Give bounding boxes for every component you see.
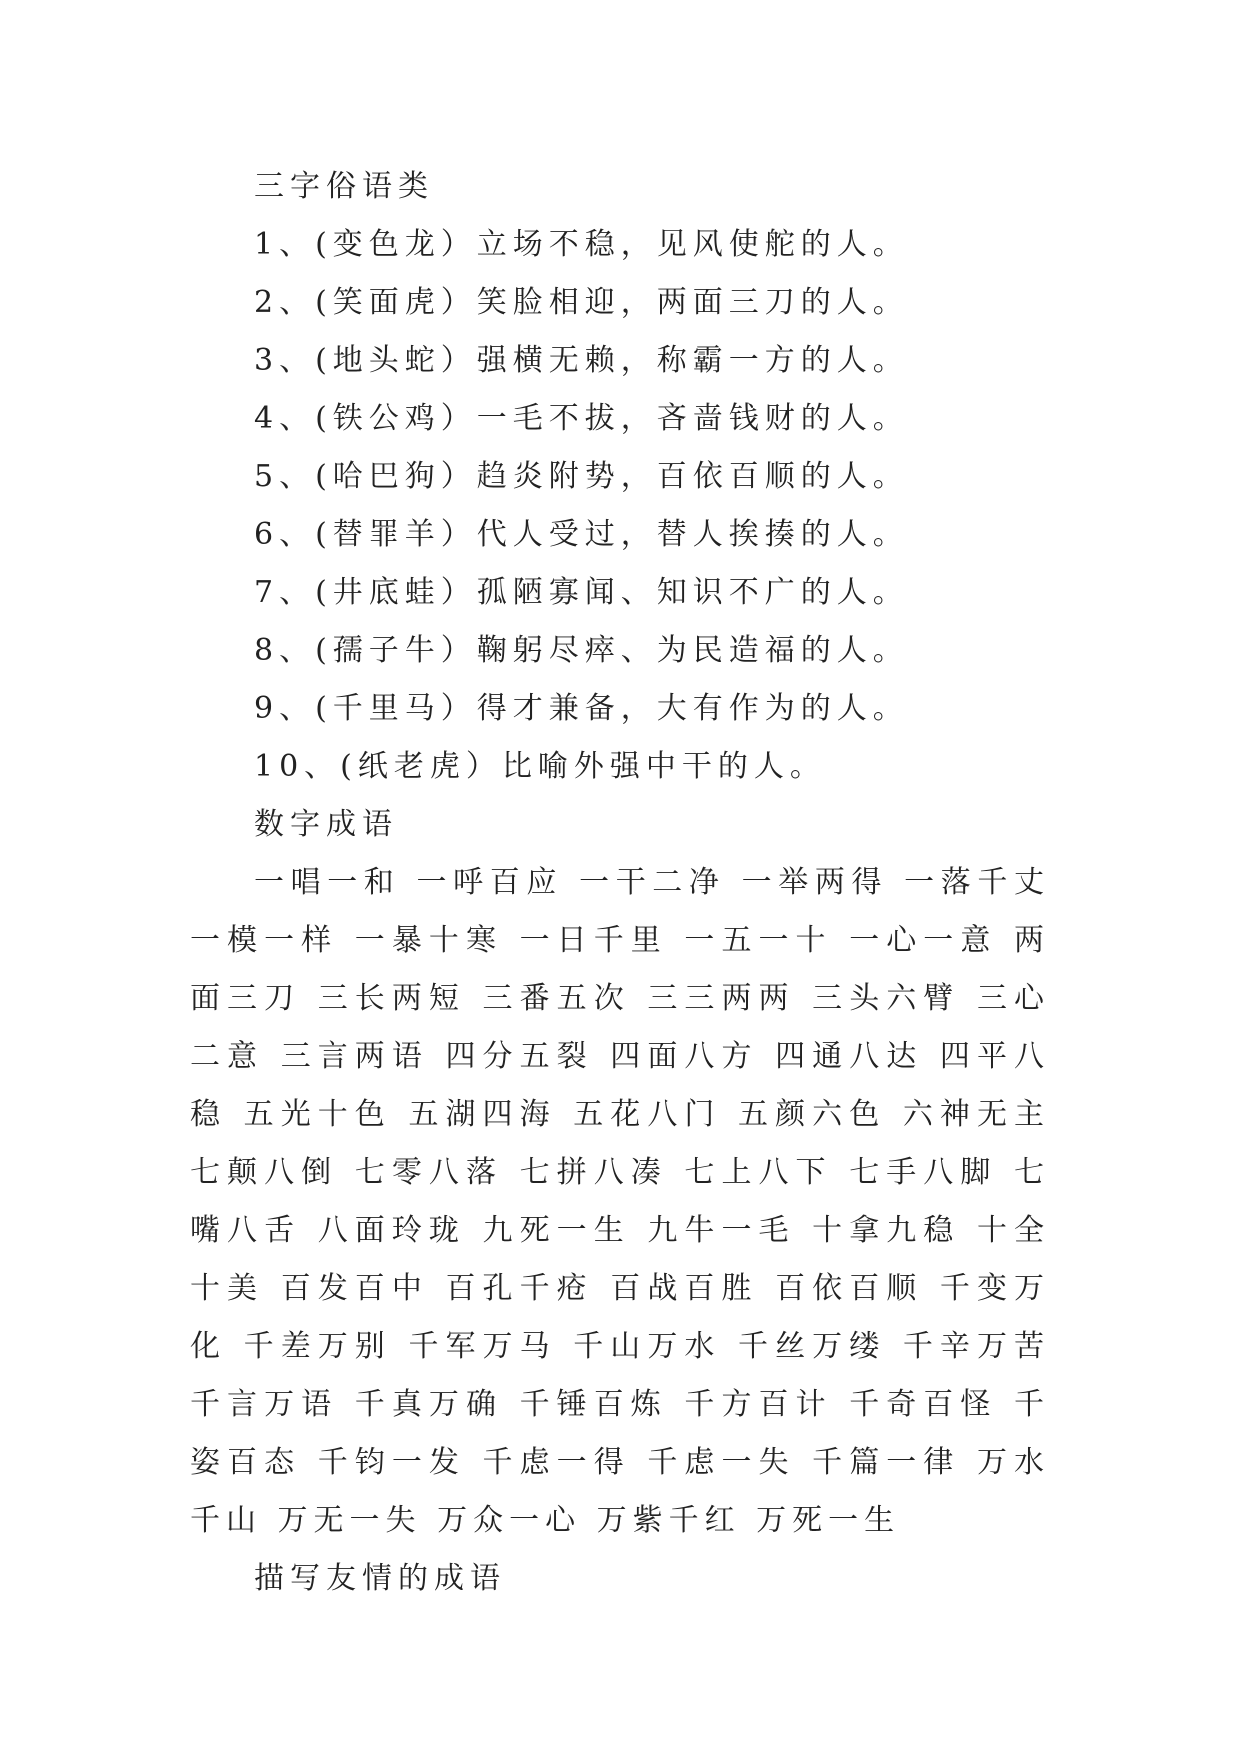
section-heading-three-char-sayings: 三字俗语类 [254,169,434,204]
list-item: 8、(孺子牛）鞠躬尽瘁、为民造福的人。 [254,633,909,668]
list-item: 4、(铁公鸡）一毛不拔，吝啬钱财的人。 [254,401,909,436]
number-idioms-paragraph: 一唱一和 一呼百应 一干二净 一举两得 一落千丈 一模一样 一暴十寒 一日千里 一五一十 一心一意 两面三刀 三长两短 三番五次 三三两两 三头六臂 三心二意 三言两语 四分五裂 四面八方 四通八达 四平八稳 五光十色 五湖四海 五花八门 五颜六色 六神无主 七颠八倒 七零八落 七拼八凑 七上八下 七手八脚 七嘴八舌 八面玲珑 九死一生 九牛一毛 十拿九稳 十全十美 百发百中 百孔千疮 百战百胜 百依百顺 千变万化 千差万别 千军万马 千山万水 千丝万缕 千辛万苦 千言万语 千真万确 千锤百炼 千方百计 千奇百怪 千姿百态 千钧一发 千虑一得 千虑一失 千篇一律 万水千山 万无一失 万众一心 万紫千红 万死一生 [190,865,1050,1538]
list-item: 3、(地头蛇）强横无赖，称霸一方的人。 [254,343,909,378]
section-heading-friendship-idioms: 描写友情的成语 [254,1561,506,1596]
list-item: 1、(变色龙）立场不稳，见风使舵的人。 [254,227,909,262]
list-item: 6、(替罪羊）代人受过，替人挨揍的人。 [254,517,909,552]
section-heading-number-idioms: 数字成语 [254,807,398,842]
list-item: 10、(纸老虎）比喻外强中干的人。 [254,749,826,784]
list-item: 7、(井底蛙）孤陋寡闻、知识不广的人。 [254,575,909,610]
three-char-sayings-list [190,216,1050,796]
list-item: 9、(千里马）得才兼备，大有作为的人。 [254,691,909,726]
document-body [190,158,1050,1608]
list-item: 5、(哈巴狗）趋炎附势，百依百顺的人。 [254,459,909,494]
list-item: 2、(笑面虎）笑脸相迎，两面三刀的人。 [254,285,909,320]
